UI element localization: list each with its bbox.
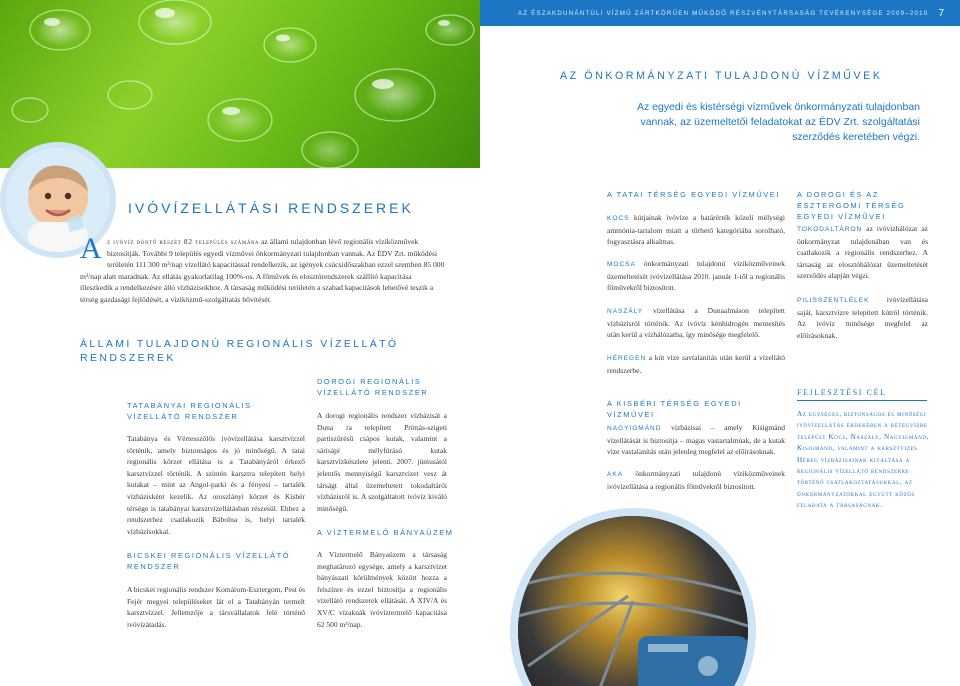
hero-image [0, 0, 480, 168]
mocsa-text: önkormányzati tulajdonú víziközműveinek üzemeltetését ivóvízellátása 2010. január 1-től a regionális főművekről biztosított. [607, 259, 785, 293]
pilisszentlelek-text: ivóvízellátása saját, karsztvízre telepített kútról történik. Az ivóvíz minősége megfelel az előírásoknak. [797, 295, 928, 340]
goal-divider [797, 400, 927, 401]
tokodaltaro-label: TOKODALTÁRON [797, 226, 863, 233]
mine-text: A Víztermelő Bányaüzem a társaság meghatározó egysége, amely a karsztvizet bányászati körülmények között hozza a felszínre és ezzel biztosítja a regionális vízellátó rendszerek ellátását. A XIV/A és XV/C vízaknák ivóvíztermelő kapacitása 62 500 m³/nap. [317, 550, 447, 629]
tata-area-text [607, 212, 785, 248]
aka-paragraph [607, 468, 785, 492]
bicske-text: A bicskei regionális rendszer Komárom-Esztergom, Pest és Fejér megyei településeket lát el a Tatabányán termelt karsztvízzel. Jellemzője a társvállalatok felé történő ivóvízátadás. [127, 585, 305, 629]
state-systems-heading: ÁLLAMI TULAJDONÚ REGIONÁLIS VÍZELLÁTÓ RENDSZEREK [80, 338, 399, 364]
dorog-area-heading: A DOROGI ÉS AZ ESZTERGOMI TÉRSÉG EGYEDI VÍZMŰVEI [797, 190, 906, 221]
hereg-paragraph [607, 352, 785, 376]
running-title: AZ ÉSZAKDUNÁNTÚLI VÍZMŰ ZÁRTKÖRŰEN MŰKÖDŐ RÉSZVÉNYTÁRSASÁG TEVÉKENYSÉGE 2009–2010 [517, 9, 929, 17]
dropcap: A [80, 232, 102, 265]
tatabanya-text: Tatabánya és Vértesszőlős ivóvízellátása karsztvízzel történik, amely biztonságos és jó minőségű. A tatai regionális körzet ellátása is a Tatabányáról érkező karsztvízzel történik. A szintén karsztra telepített helyi kutakat – mint az Angol-parki és a fényesi – tartalék vízbázisként kezelik. Az oroszlányi körzet és Kisbér térsége is tatabányai karsztvízellátásban részesül. Ehhez a rendszerhez csatlakozik Bábolna is, helyi tartalék vízbázisokkal. [127, 434, 305, 536]
mocsa-paragraph [607, 258, 785, 294]
naszaly-label: NASZÁLY [607, 308, 644, 315]
tokodaltaro-text: az ivóvízhálózat az önkormányzat tulajdonában van és csatlakozik a regionális rendszerhez. A társaság az elosztóhálózat üzemeltetését szerződés alapján végzi. [797, 224, 928, 281]
tunnel-image [518, 516, 748, 686]
municipal-waterworks-heading: AZ ÖNKORMÁNYZATI TULAJDONÚ VÍZMŰVEK [560, 70, 883, 82]
goal-text: Az egységes, biztonságos és minőségi ivóvízellátás érdekében a rétegvízre települt Kocs, Naszály, Nagyigmánd, Kisigmánd, valamint a karsztvizes Héreg vízbázisainak kiváltása a regionális vízellátó rendszerre történő csatlakoztatásukkal, az önkormányzatokkal együtt közös feladata a társaságnak. [797, 410, 929, 510]
kocs-text: kútjainak ivóvize a határérték közeli mélységi ammónia-tartalom miatt a tűrhető kategóriába sorolható, fogyasztásra alkalmas. [607, 213, 785, 247]
tunnel-photo [518, 516, 748, 686]
aka-text: önkormányzati tulajdonú víziközműveinek ivóvízellátása a regionális főművekről biztosított. [607, 469, 785, 491]
bicske-heading: BICSKEI REGIONÁLIS VÍZELLÁTÓ RENDSZER [127, 551, 291, 571]
water-systems-body: az állami tulajdonban lévő regionális víziközművek biztosítják. További 9 település egyedi vízművei önkormányzati tulajdonban vannak. Az ÉDV Zrt. működési területén 111 300 m³/nap vízellátó kapacitással rendelkezik, az igények csúcsidőszakban ezzel szemben 85 000 m³/nap alatt maradnak. Az ellátás gyakorlatilag 100%-os. A főművek és elosztórendszerek szállító kapacitása illeszkedik a rendelkezésre álló vízbázisokhoz. A társaság működési területén a szabad kapacitások lehetővé teszik a térség gazdasági fejlődését, a víziközmű-szolgáltatás bővítését. [80, 237, 445, 304]
kocs-label: KOCS [607, 215, 630, 222]
water-drops-graphic [0, 0, 480, 168]
header-bar [480, 0, 960, 26]
nagyigmand-label: NAGYIGMÁND [607, 425, 662, 432]
pilisszentlelek-paragraph [797, 294, 928, 341]
tata-area-heading: A TATAI TÉRSÉG EGYEDI VÍZMŰVEI [607, 190, 780, 199]
water-systems-paragraph [80, 232, 445, 305]
lead-smallcaps: z ivóvíz döntő részét 82 település számára [107, 237, 260, 246]
nagyigmand-paragraph [607, 422, 785, 458]
tokodaltaro-paragraph [797, 223, 928, 282]
tatabanya-heading: TATABÁNYAI REGIONÁLIS VÍZELLÁTÓ RENDSZER [127, 401, 252, 421]
dorog-text: A dorogi regionális rendszer vízbázisát a Duna ra telepített Prímás-szigeti partiszűrésű csápos kutak, valamint a sárisápi mélyfúrású kutak karsztvízkészlete jelenti. 2007. júniusától jelentős mennyiségű karsztvizet vesz át társágt által üzemeltetett tokodaltárói vízbázisról is. A szolgáltatott ivóvíz kiváló minőségű. [317, 411, 447, 513]
kisber-area-heading: A KISBÉRI TÉRSÉG EGYEDI VÍZMŰVEI [607, 399, 742, 419]
water-systems-heading: IVÓVÍZELLÁTÁSI RENDSZEREK [128, 200, 414, 216]
page-number: 7 [938, 7, 944, 19]
nagyigmand-text: vízbázisai – amely Kisigmánd vízellátását is biztosítja – magas vastartalmúak, de a kutak vize vastalanítás után jelenleg megfelel az előírásoknak. [607, 423, 785, 457]
hereg-text: a kút vize savtalanítás után kerül a vízellátó rendszerbe. [607, 353, 785, 375]
goal-title: FEJLESZTÉSI CÉL [797, 388, 887, 397]
mocsa-label: MOCSA [607, 261, 636, 268]
municipal-waterworks-intro: Az egyedi és kistérségi vízművek önkormányzati tulajdonban vannak, az üzemeltetői feladatokat az ÉDV Zrt. szolgáltatási szerződés keretében végzi. [636, 101, 920, 143]
naszaly-text: vízellátása a Dunaalmáson telepített vízbázisról történik. Az ivóvíz kénhidrogén mentesítés után kerül a vízhálózatba, így minősége megfelelő. [607, 306, 785, 340]
pilisszentlelek-label: PILISSZENTLÉLEK [797, 297, 870, 304]
hereg-label: HÉREGEN [607, 355, 647, 362]
mine-heading: A VÍZTERMELŐ BÁNYAÜZEM [317, 528, 454, 537]
aka-label: AKA [607, 471, 624, 478]
dorog-heading: DOROGI REGIONÁLIS VÍZELLÁTÓ RENDSZER [317, 377, 429, 397]
naszaly-paragraph [607, 305, 785, 341]
